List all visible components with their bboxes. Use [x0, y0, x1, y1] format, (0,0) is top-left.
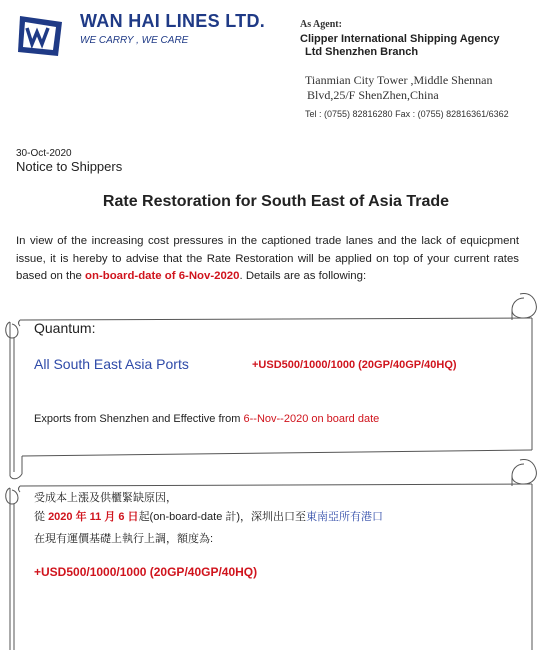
notice-date: 30-Oct-2020	[16, 148, 72, 159]
notice-heading: Notice to Shippers	[16, 159, 123, 174]
notice-title: Rate Restoration for South East of Asia Trade	[102, 193, 450, 210]
chinese-ports-highlight: 東南亞所有港口	[306, 511, 384, 523]
quantum-label: Quantum:	[34, 320, 96, 336]
effective-date-highlight: 6--Nov--2020 on board date	[243, 413, 380, 425]
agent-name-line1: Clipper International Shipping Agency	[300, 33, 500, 45]
quantum-rate: +USD500/1000/1000 (20GP/40GP/40HQ)	[252, 359, 457, 371]
agent-label: As Agent:	[300, 19, 342, 30]
agent-name-line2: Ltd Shenzhen Branch	[305, 46, 419, 58]
chinese-rate: +USD500/1000/1000 (20GP/40GP/40HQ)	[34, 565, 258, 579]
quantum-ports: All South East Asia Ports	[34, 356, 189, 372]
company-logo	[16, 12, 66, 58]
chinese-date-highlight: 2020 年 11 月 6 日	[48, 511, 139, 523]
company-tagline: WE CARRY , WE CARE	[80, 35, 189, 46]
company-name: WAN HAI LINES LTD.	[80, 11, 266, 31]
onboard-date-highlight: on-board-date of 6-Nov-2020	[85, 270, 240, 282]
chinese-scroll-frame	[0, 458, 552, 650]
chinese-line3: 在現有運價基礎上執行上調，額度為:	[34, 533, 214, 545]
quantum-note: Exports from Shenzhen and Effective from 6--Nov--2020 on board date	[34, 413, 380, 425]
quantum-scroll-frame	[0, 290, 552, 480]
address-line1: Tianmian City Tower ,Middle Shennan	[305, 73, 493, 87]
chinese-line2: 從 2020 年 11 月 6 日起(on-board-date 計)，深圳出口至東南亞所有港口	[34, 511, 384, 523]
notice-paragraph: In view of the increasing cost pressures in the captioned trade lanes and the lack of equicpment issue, it is hereby to advise that the Rate Restoration will be applied on top of your current rates based on the on-board-date of 6-Nov-2020. Details are as following:	[16, 235, 519, 282]
chinese-line1: 受成本上漲及供櫃緊缺原因，	[34, 492, 177, 504]
contact-numbers: Tel : (0755) 82816280 Fax : (0755) 82816361/6362	[305, 109, 509, 119]
address-line2: Blvd,25/F ShenZhen,China	[307, 88, 439, 102]
